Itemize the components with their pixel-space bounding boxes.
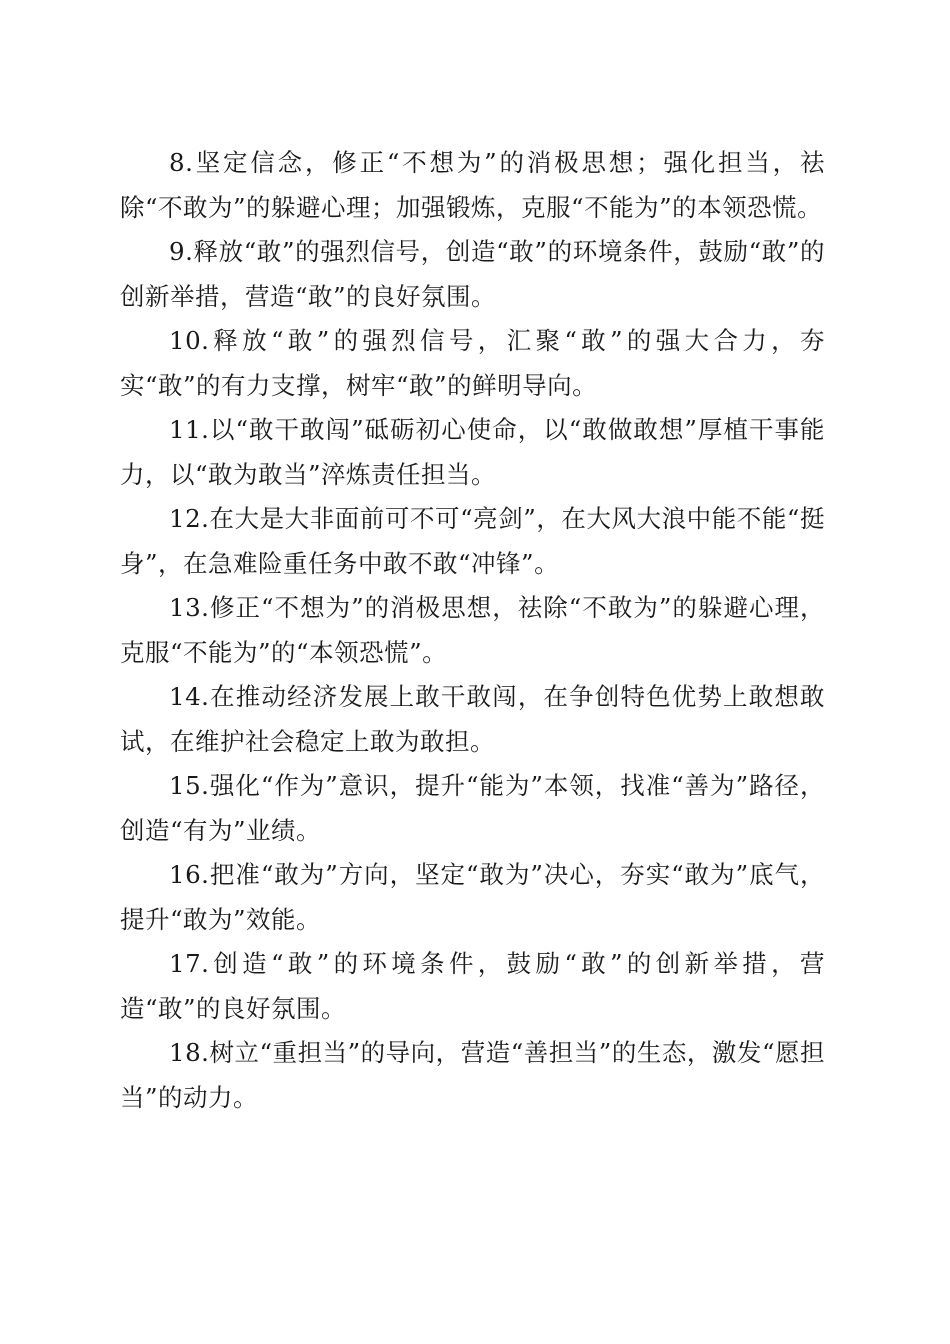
paragraph-16: 16.把准“敢为”方向，坚定“敢为”决心，夯实“敢为”底气，提升“敢为”效能。 [120, 860, 825, 934]
paragraph-10: 10.释放“敢”的强烈信号，汇聚“敢”的强大合力，夯实“敢”的有力支撑，树牢“敢”的鲜明导向。 [120, 326, 825, 400]
paragraph-8: 8.坚定信念，修正“不想为”的消极思想；强化担当，祛除“不敢为”的躲避心理；加强锻炼，克服“不能为”的本领恐慌。 [120, 148, 825, 222]
paragraph-12: 12.在大是大非面前可不可“亮剑”，在大风大浪中能不能“挺身”，在急难险重任务中敢不敢“冲锋”。 [120, 504, 825, 578]
paragraph-17: 17.创造“敢”的环境条件，鼓励“敢”的创新举措，营造“敢”的良好氛围。 [120, 949, 825, 1023]
paragraph-11: 11.以“敢干敢闯”砥砺初心使命，以“敢做敢想”厚植干事能力，以“敢为敢当”淬炼责任担当。 [120, 415, 825, 489]
paragraph-15: 15.强化“作为”意识，提升“能为”本领，找准“善为”路径，创造“有为”业绩。 [120, 771, 825, 845]
paragraph-18: 18.树立“重担当”的导向，营造“善担当”的生态，激发“愿担当”的动力。 [120, 1038, 825, 1112]
paragraph-9: 9.释放“敢”的强烈信号，创造“敢”的环境条件，鼓励“敢”的创新举措，营造“敢”的良好氛围。 [120, 237, 825, 311]
document-body [120, 141, 825, 1120]
paragraph-13: 13.修正“不想为”的消极思想，祛除“不敢为”的躲避心理，克服“不能为”的“本领恐慌”。 [120, 593, 825, 667]
paragraph-14: 14.在推动经济发展上敢干敢闯，在争创特色优势上敢想敢试，在维护社会稳定上敢为敢担。 [120, 682, 825, 756]
